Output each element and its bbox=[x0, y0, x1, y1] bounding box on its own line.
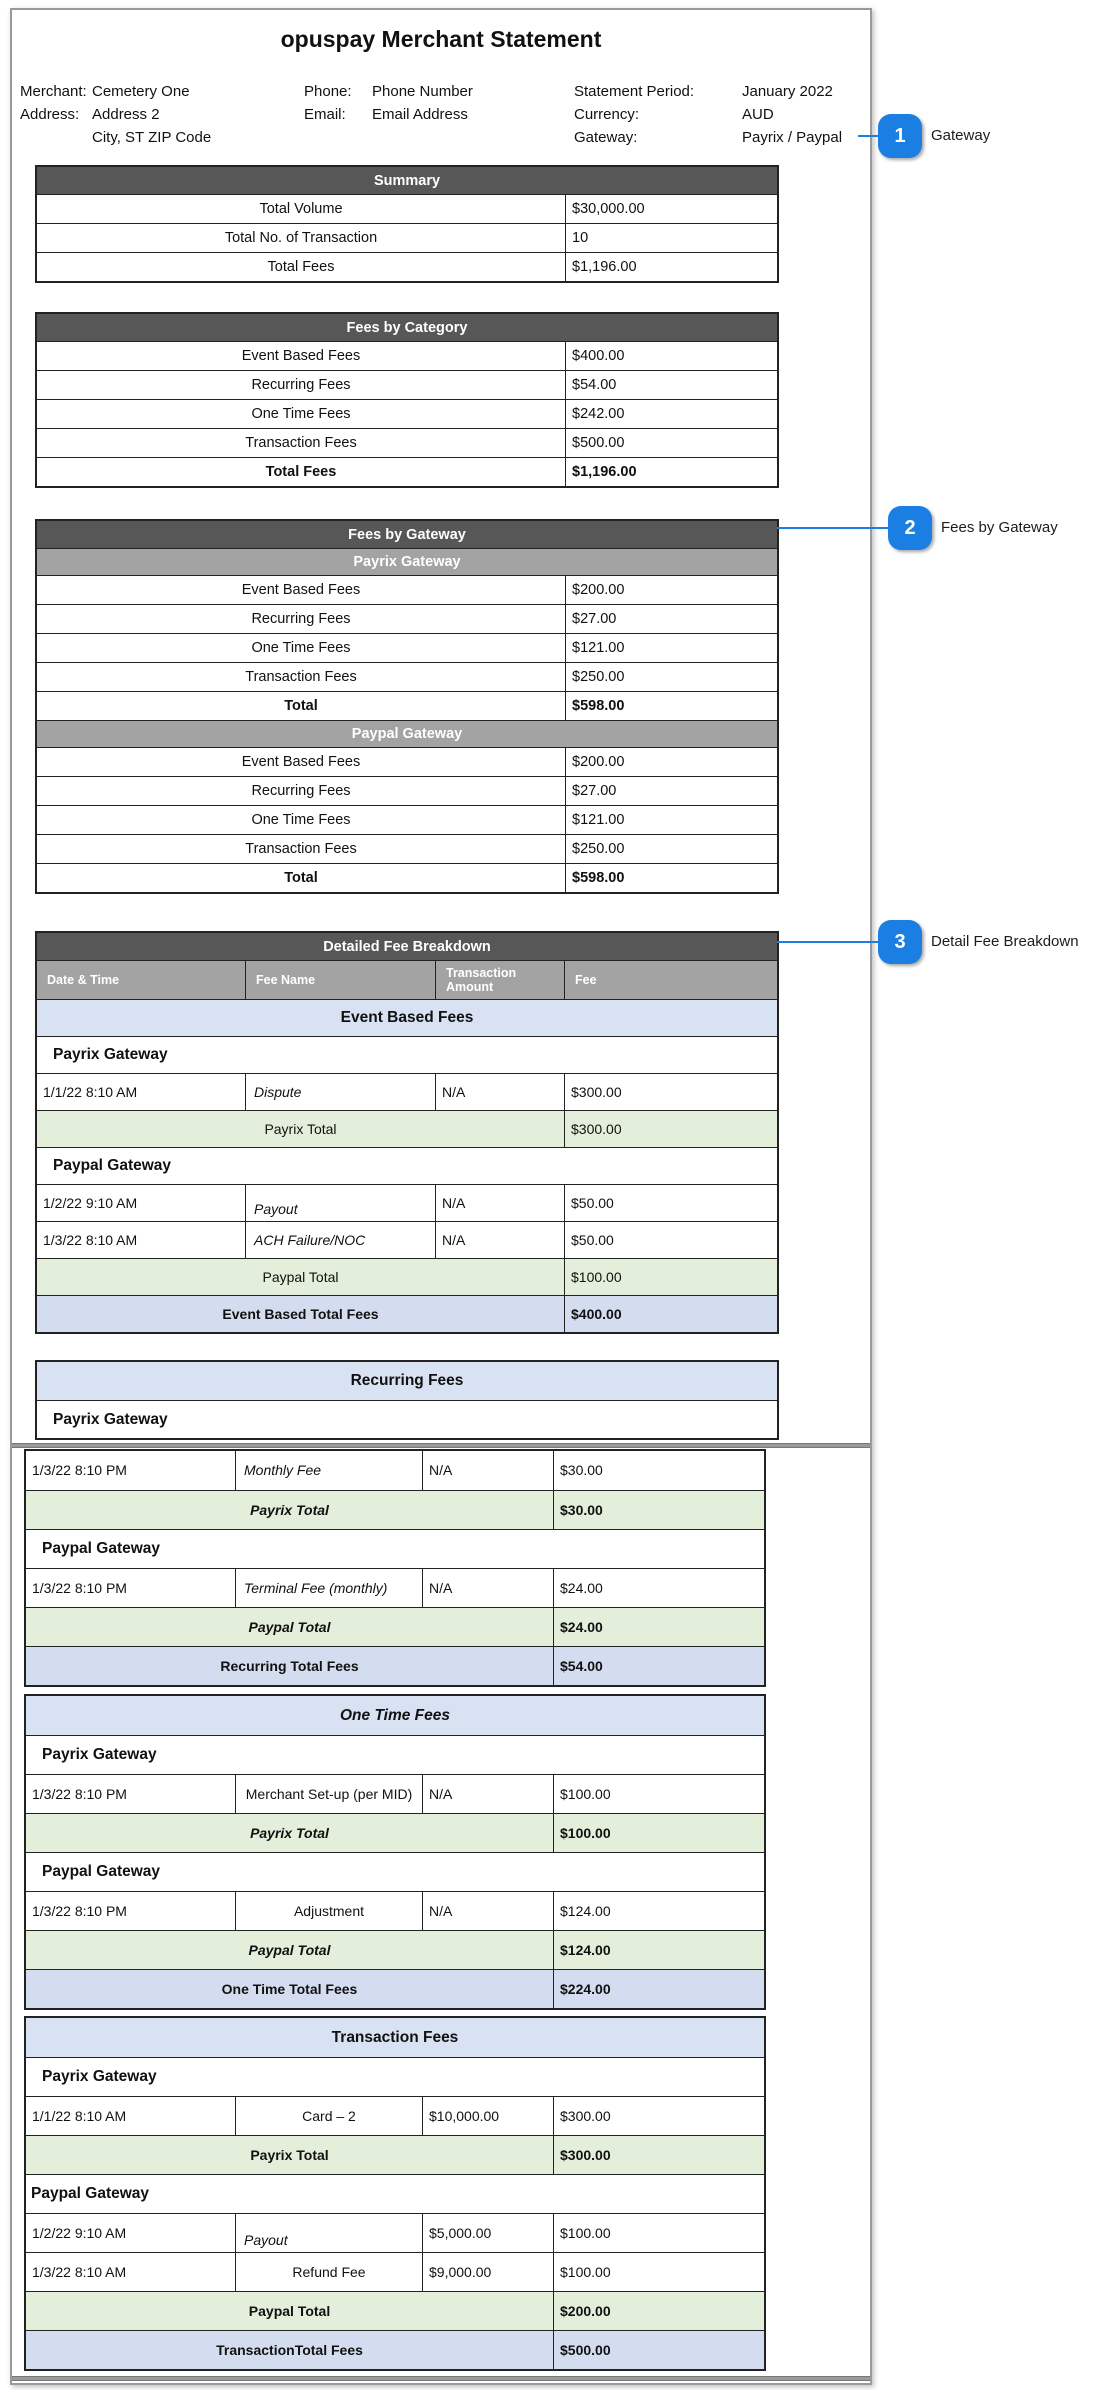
table-header: Summary bbox=[37, 167, 777, 194]
cell-date: 1/3/22 8:10 AM bbox=[26, 2253, 236, 2291]
callout-1-label: Gateway bbox=[931, 127, 991, 144]
recurring-fees-detail-table bbox=[24, 1449, 766, 1687]
fees-by-category-table bbox=[35, 312, 779, 488]
fee-summary-row bbox=[37, 633, 777, 662]
recurring-fees-header-table bbox=[35, 1360, 779, 1440]
row-value: $500.00 bbox=[572, 435, 625, 451]
gateway-total-row bbox=[26, 1813, 764, 1852]
row-label: Total No. of Transaction bbox=[37, 224, 566, 252]
row-value: $1,196.00 bbox=[572, 259, 637, 275]
fee-summary-row bbox=[37, 194, 777, 223]
cell-fee-name: Monthly Fee bbox=[236, 1451, 423, 1490]
fee-summary-row bbox=[37, 662, 777, 691]
callout-1-marker: 1 bbox=[878, 114, 922, 158]
contact-block bbox=[304, 80, 473, 126]
row-value: $598.00 bbox=[572, 698, 625, 714]
cell-date: 1/3/22 8:10 PM bbox=[26, 1892, 236, 1930]
cell-fee: $100.00 bbox=[560, 1785, 611, 1802]
gateway-total-row bbox=[26, 2135, 764, 2174]
row-label: Transaction Fees bbox=[37, 663, 566, 691]
row-label: Total Volume bbox=[37, 195, 566, 223]
summary-table bbox=[35, 165, 779, 283]
fee-summary-row bbox=[37, 776, 777, 805]
row-label: Total bbox=[37, 864, 566, 892]
cell-transaction-amount: N/A bbox=[423, 1892, 554, 1930]
table-header: Fees by Gateway bbox=[37, 521, 777, 548]
row-value: $242.00 bbox=[572, 406, 625, 422]
cell-fee: $124.00 bbox=[560, 1902, 611, 1919]
cell-fee-name: Refund Fee bbox=[236, 2253, 423, 2291]
gateway-total-row bbox=[26, 1490, 764, 1529]
table-header: Fees by Category bbox=[37, 314, 777, 341]
section-header-row bbox=[26, 2018, 764, 2057]
row-value: $30,000.00 bbox=[572, 201, 645, 217]
callout-1-connector-line bbox=[858, 135, 880, 137]
gateway-row bbox=[37, 1147, 777, 1184]
gateway-name: Paypal Gateway bbox=[42, 1540, 161, 1557]
gateway-name: Paypal Gateway bbox=[42, 1863, 161, 1880]
gateway-row bbox=[26, 2174, 764, 2213]
row-label: One Time Fees bbox=[37, 634, 566, 662]
table-header-row bbox=[37, 521, 777, 548]
cell-fee: $100.00 bbox=[560, 2263, 611, 2280]
row-label: Transaction Fees bbox=[37, 429, 566, 457]
callout-3-label: Detail Fee Breakdown bbox=[931, 933, 1079, 950]
period-value: January 2022 bbox=[742, 83, 833, 100]
row-value: $54.00 bbox=[572, 377, 617, 393]
total-value: $24.00 bbox=[560, 1618, 603, 1635]
statement-page bbox=[10, 8, 872, 2385]
row-label: One Time Fees bbox=[37, 806, 566, 834]
total-value: $400.00 bbox=[571, 1305, 622, 1322]
gateway-line bbox=[574, 126, 842, 149]
row-value: $121.00 bbox=[572, 812, 625, 828]
column-header-row bbox=[37, 960, 777, 999]
section-header-row bbox=[26, 1696, 764, 1735]
total-label: Paypal Total bbox=[37, 1259, 565, 1295]
cell-fee-name: Adjustment bbox=[236, 1892, 423, 1930]
section-header-row bbox=[37, 1362, 777, 1400]
fee-summary-row bbox=[37, 223, 777, 252]
email-value: Email Address bbox=[372, 106, 468, 123]
callout-3-connector-line bbox=[777, 941, 880, 943]
statement-meta-block bbox=[574, 80, 842, 149]
cell-fee: $300.00 bbox=[571, 1083, 622, 1100]
gateway-total-row bbox=[37, 1110, 777, 1147]
total-value: $500.00 bbox=[560, 2341, 611, 2358]
section-header: Event Based Fees bbox=[37, 1000, 777, 1036]
section-header-row bbox=[37, 999, 777, 1036]
cell-date: 1/2/22 9:10 AM bbox=[37, 1185, 246, 1221]
total-value: $200.00 bbox=[560, 2302, 611, 2319]
address-line bbox=[20, 103, 211, 126]
cell-fee-name: Dispute bbox=[246, 1074, 436, 1110]
address-city-value: City, ST ZIP Code bbox=[92, 129, 212, 146]
column-header-2: Fee Name bbox=[246, 961, 436, 999]
category-total-row bbox=[26, 1646, 764, 1685]
cell-fee-name: Merchant Set-up (per MID) bbox=[236, 1775, 423, 1813]
cell-transaction-amount: N/A bbox=[423, 1569, 554, 1607]
cell-date: 1/1/22 8:10 AM bbox=[26, 2097, 236, 2135]
fees-by-gateway-table bbox=[35, 519, 779, 894]
fee-summary-row bbox=[37, 604, 777, 633]
detailed-fee-breakdown-table bbox=[35, 931, 779, 1334]
gateway-value: Payrix / Paypal bbox=[742, 129, 843, 146]
table-header-row bbox=[37, 167, 777, 194]
gateway-name: Payrix Gateway bbox=[42, 1746, 157, 1763]
page-break-divider bbox=[12, 1443, 870, 1448]
gateway-name: Paypal Gateway bbox=[31, 2185, 150, 2202]
total-label: Recurring Total Fees bbox=[26, 1647, 554, 1685]
gateway-row bbox=[26, 1735, 764, 1774]
total-label: Event Based Total Fees bbox=[37, 1296, 565, 1332]
merchant-address-block bbox=[20, 80, 211, 149]
cell-transaction-amount: N/A bbox=[436, 1185, 565, 1221]
currency-label: Currency: bbox=[574, 106, 640, 123]
fee-summary-row bbox=[37, 252, 777, 281]
row-label: Recurring Fees bbox=[37, 605, 566, 633]
gateway-subheader: Paypal Gateway bbox=[37, 721, 777, 747]
column-header-3: Transaction Amount bbox=[436, 961, 565, 999]
fee-summary-row bbox=[37, 399, 777, 428]
section-header: Recurring Fees bbox=[37, 1362, 777, 1400]
row-label: Total Fees bbox=[37, 253, 566, 281]
fee-summary-row bbox=[37, 370, 777, 399]
gateway-name: Payrix Gateway bbox=[53, 1046, 168, 1063]
cell-fee-name: Payout bbox=[236, 2214, 423, 2252]
row-label: Recurring Fees bbox=[37, 777, 566, 805]
total-value: $100.00 bbox=[571, 1268, 622, 1285]
fee-detail-row bbox=[26, 1891, 764, 1930]
gateway-row bbox=[37, 1036, 777, 1073]
gateway-row bbox=[37, 1400, 777, 1438]
fee-summary-row bbox=[37, 805, 777, 834]
cell-fee: $50.00 bbox=[571, 1231, 614, 1248]
callout-2-marker: 2 bbox=[888, 506, 932, 550]
row-value: $400.00 bbox=[572, 348, 625, 364]
cell-transaction-amount: N/A bbox=[423, 1451, 554, 1490]
email-label: Email: bbox=[304, 106, 346, 123]
row-label: Event Based Fees bbox=[37, 342, 566, 370]
cell-date: 1/2/22 9:10 AM bbox=[26, 2214, 236, 2252]
gateway-name: Payrix Gateway bbox=[53, 1410, 168, 1428]
cell-transaction-amount: N/A bbox=[436, 1074, 565, 1110]
row-label: Transaction Fees bbox=[37, 835, 566, 863]
cell-date: 1/3/22 8:10 PM bbox=[26, 1569, 236, 1607]
cell-fee: $24.00 bbox=[560, 1579, 603, 1596]
cell-fee: $50.00 bbox=[571, 1194, 614, 1211]
row-value: $250.00 bbox=[572, 841, 625, 857]
page-bottom-divider bbox=[12, 2376, 870, 2381]
gateway-row bbox=[26, 2057, 764, 2096]
row-value: $1,196.00 bbox=[572, 464, 637, 480]
fee-detail-row bbox=[26, 1451, 764, 1490]
callout-3-marker: 3 bbox=[878, 920, 922, 964]
gateway-name: Payrix Gateway bbox=[42, 2068, 157, 2085]
cell-fee-name: ACH Failure/NOC bbox=[246, 1222, 436, 1258]
cell-fee-name: Card – 2 bbox=[236, 2097, 423, 2135]
total-label: Paypal Total bbox=[26, 1608, 554, 1646]
fee-detail-row bbox=[37, 1184, 777, 1221]
fee-detail-row bbox=[26, 2096, 764, 2135]
table-header-row bbox=[37, 933, 777, 960]
table-header-row bbox=[37, 314, 777, 341]
cell-fee-name: Terminal Fee (monthly) bbox=[236, 1569, 423, 1607]
email-line bbox=[304, 103, 473, 126]
gateway-name: Paypal Gateway bbox=[53, 1157, 172, 1174]
cell-fee: $30.00 bbox=[560, 1462, 603, 1478]
merchant-label: Merchant: bbox=[20, 83, 87, 100]
cell-date: 1/3/22 8:10 PM bbox=[26, 1775, 236, 1813]
total-label: Payrix Total bbox=[26, 1814, 554, 1852]
total-label: TransactionTotal Fees bbox=[26, 2331, 554, 2369]
gateway-subheader-row bbox=[37, 548, 777, 575]
fee-detail-row bbox=[26, 2213, 764, 2252]
total-label: Payrix Total bbox=[37, 1111, 565, 1147]
row-label: Event Based Fees bbox=[37, 748, 566, 776]
total-value: $300.00 bbox=[571, 1120, 622, 1137]
merchant-line bbox=[20, 80, 211, 103]
fee-summary-row bbox=[37, 457, 777, 486]
fee-summary-row bbox=[37, 428, 777, 457]
total-value: $54.00 bbox=[560, 1657, 603, 1674]
total-value: $124.00 bbox=[560, 1941, 611, 1958]
fee-detail-row bbox=[26, 1774, 764, 1813]
page-title: opuspay Merchant Statement bbox=[280, 26, 602, 52]
transaction-fees-table bbox=[24, 2016, 766, 2371]
one-time-fees-table bbox=[24, 1694, 766, 2010]
cell-transaction-amount: $10,000.00 bbox=[423, 2097, 554, 2135]
row-label: Event Based Fees bbox=[37, 576, 566, 604]
row-label: Recurring Fees bbox=[37, 371, 566, 399]
column-header-4: Fee bbox=[565, 961, 777, 999]
gateway-total-row bbox=[26, 1607, 764, 1646]
row-value: $200.00 bbox=[572, 754, 625, 770]
cell-transaction-amount: $5,000.00 bbox=[423, 2214, 554, 2252]
cell-fee: $100.00 bbox=[560, 2224, 611, 2241]
section-header: Transaction Fees bbox=[26, 2018, 764, 2057]
total-value: $30.00 bbox=[560, 1501, 603, 1518]
table-header: Detailed Fee Breakdown bbox=[37, 933, 777, 960]
phone-label: Phone: bbox=[304, 83, 352, 100]
fee-detail-row bbox=[37, 1073, 777, 1110]
total-label: One Time Total Fees bbox=[26, 1970, 554, 2008]
gateway-row bbox=[26, 1852, 764, 1891]
gateway-total-row bbox=[37, 1258, 777, 1295]
category-total-row bbox=[26, 2330, 764, 2369]
period-line bbox=[574, 80, 842, 103]
currency-line bbox=[574, 103, 842, 126]
fee-summary-row bbox=[37, 341, 777, 370]
fee-summary-row bbox=[37, 863, 777, 892]
cell-date: 1/3/22 8:10 PM bbox=[26, 1451, 236, 1490]
row-value: $27.00 bbox=[572, 611, 617, 627]
fee-detail-row bbox=[26, 1568, 764, 1607]
merchant-value: Cemetery One bbox=[92, 83, 190, 100]
row-label: One Time Fees bbox=[37, 400, 566, 428]
cell-date: 1/1/22 8:10 AM bbox=[37, 1074, 246, 1110]
row-label: Total Fees bbox=[37, 458, 566, 486]
gateway-row bbox=[26, 1529, 764, 1568]
cell-fee: $300.00 bbox=[560, 2107, 611, 2124]
gateway-label: Gateway: bbox=[574, 129, 638, 146]
row-label: Total bbox=[37, 692, 566, 720]
address-line2 bbox=[20, 126, 211, 149]
cell-date: 1/3/22 8:10 AM bbox=[37, 1222, 246, 1258]
total-label: Paypal Total bbox=[26, 2292, 554, 2330]
category-total-row bbox=[26, 1969, 764, 2008]
row-value: $200.00 bbox=[572, 582, 625, 598]
row-value: 10 bbox=[572, 230, 589, 246]
period-label: Statement Period: bbox=[574, 83, 695, 100]
row-value: $250.00 bbox=[572, 669, 625, 685]
cell-transaction-amount: N/A bbox=[436, 1222, 565, 1258]
fee-summary-row bbox=[37, 691, 777, 720]
cell-fee-name: Payout bbox=[246, 1185, 436, 1221]
section-header: One Time Fees bbox=[26, 1696, 764, 1735]
cell-transaction-amount: N/A bbox=[423, 1775, 554, 1813]
address-value: Address 2 bbox=[92, 106, 160, 123]
currency-value: AUD bbox=[742, 106, 774, 123]
callout-2-label: Fees by Gateway bbox=[941, 519, 1058, 536]
fee-summary-row bbox=[37, 834, 777, 863]
total-value: $100.00 bbox=[560, 1824, 611, 1841]
column-header-1: Date & Time bbox=[37, 961, 246, 999]
callout-2-connector-line bbox=[777, 527, 890, 529]
row-value: $27.00 bbox=[572, 783, 617, 799]
gateway-total-row bbox=[26, 2291, 764, 2330]
total-value: $300.00 bbox=[560, 2146, 611, 2163]
gateway-subheader: Payrix Gateway bbox=[37, 549, 777, 575]
category-total-row bbox=[37, 1295, 777, 1332]
address-label: Address: bbox=[20, 106, 80, 123]
total-label: Paypal Total bbox=[26, 1931, 554, 1969]
fee-detail-row bbox=[26, 2252, 764, 2291]
gateway-total-row bbox=[26, 1930, 764, 1969]
phone-value: Phone Number bbox=[372, 83, 473, 100]
gateway-subheader-row bbox=[37, 720, 777, 747]
fee-summary-row bbox=[37, 575, 777, 604]
total-value: $224.00 bbox=[560, 1980, 611, 1997]
total-label: Payrix Total bbox=[26, 1491, 554, 1529]
row-value: $121.00 bbox=[572, 640, 625, 656]
total-label: Payrix Total bbox=[26, 2136, 554, 2174]
fee-detail-row bbox=[37, 1221, 777, 1258]
row-value: $598.00 bbox=[572, 870, 625, 886]
phone-line bbox=[304, 80, 473, 103]
fee-summary-row bbox=[37, 747, 777, 776]
cell-transaction-amount: $9,000.00 bbox=[423, 2253, 554, 2291]
